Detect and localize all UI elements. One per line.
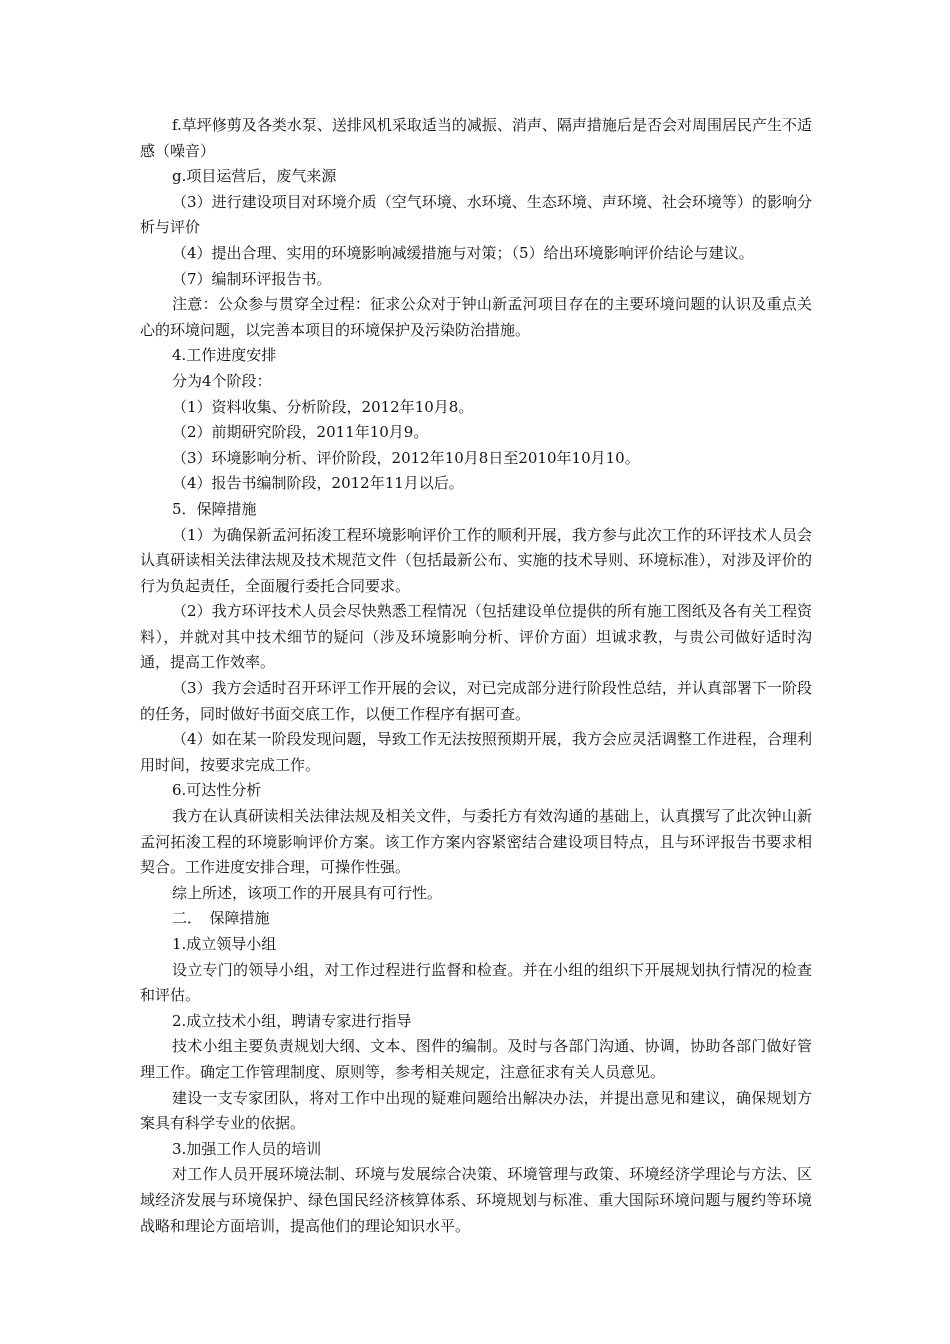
paragraph-item-3-analysis: （3）进行建设项目对环境介质（空气环境、水环境、生态环境、声环境、社会环境等）的影响分析与评价 [140, 192, 812, 237]
paragraph-safeguard-4: （4）如在某一阶段发现问题，导致工作无法按照预期开展，我方会应灵活调整工作进程，合理利用时间，按要求完成工作。 [140, 730, 812, 774]
paragraph-safeguard-2: （2）我方环评技术人员会尽快熟悉工程情况（包括建设单位提供的所有施工图纸及各有关工程资料），并就对其中技术细节的疑问（涉及环境影响分析、评价方面）坦诚求教，与贵公司做好适时沟通，提高工作效率。 [140, 602, 812, 672]
paragraph-stage-2: （2）前期研究阶段，2011年10月9。 [172, 423, 429, 442]
paragraph-item-7-report: （7）编制环评报告书。 [172, 269, 332, 288]
paragraph-g-exhaust: g.项目运营后，废气来源 [172, 167, 337, 186]
paragraph-training: 对工作人员开展环境法制、环境与发展综合决策、环境管理与政策、环境经济学理论与方法、区域经济发展与环境保护、绿色国民经济核算体系、环境规划与标准、重大国际环境问题与履约等环境战略和理论方面培训，提高他们的理论知识水平。 [140, 1165, 812, 1235]
heading-training: 3.加强工作人员的培训 [172, 1139, 322, 1158]
paragraph-feasibility: 我方在认真研读相关法律法规及相关文件，与委托方有效沟通的基础上，认真撰写了此次钟山新孟河拓浚工程的环境影响评价方案。该工作方案内容紧密结合建设项目特点，且与环评报告书要求相契合。工作进度安排合理，可操作性强。 [140, 807, 812, 877]
heading-schedule: 4.工作进度安排 [172, 346, 277, 365]
paragraph-safeguard-1: （1）为确保新孟河拓浚工程环境影响评价工作的顺利开展，我方参与此次工作的环评技术人员会认真研读相关法律法规及技术规范文件（包括最新公布、实施的技术导则、环境标准），对涉及评价的行为负起责任，全面履行委托合同要求。 [140, 525, 812, 595]
heading-technical-group: 2.成立技术小组，聘请专家进行指导 [172, 1011, 412, 1030]
paragraph-stage-3: （3）环境影响分析、评价阶段，2012年10月8日至2010年10月10。 [172, 448, 640, 467]
paragraph-note-public: 注意：公众参与贯穿全过程：征求公众对于钟山新孟河项目存在的主要环境问题的认识及重点关心的环境问题，以完善本项目的环境保护及污染防治措施。 [140, 295, 812, 339]
paragraph-expert-team: 建设一支专家团队，将对工作中出现的疑难问题给出解决办法，并提出意见和建议，确保规划方案具有科学专业的依据。 [140, 1088, 812, 1133]
paragraph-conclusion: 综上所述，该项工作的开展具有可行性。 [172, 883, 443, 902]
heading-section-2: 二． 保障措施 [172, 909, 270, 928]
paragraph-item-4-5-measures: （4）提出合理、实用的环境影响减缓措施与对策；（5）给出环境影响评价结论与建议。 [172, 243, 754, 262]
document-body [140, 113, 812, 1239]
paragraph-technical-group: 技术小组主要负责规划大纲、文本、图件的编制。及时与各部门沟通、协调，协助各部门做好管理工作。确定工作管理制度、原则等，参考相关规定，注意征求有关人员意见。 [140, 1037, 812, 1081]
heading-safeguards-5: 5．保障措施 [172, 499, 257, 518]
paragraph-f-noise: f.草坪修剪及各类水泵、送排风机采取适当的减振、消声、隔声措施后是否会对周围居民产生不适感（噪音） [140, 116, 812, 160]
heading-feasibility: 6.可达性分析 [172, 781, 262, 800]
heading-leadership-group: 1.成立领导小组 [172, 935, 277, 953]
paragraph-leadership-group: 设立专门的领导小组，对工作过程进行监督和检查。并在小组的组织下开展规划执行情况的检查和评估。 [140, 960, 812, 1005]
paragraph-safeguard-3: （3）我方会适时召开环评工作开展的会议，对已完成部分进行阶段性总结，并认真部署下一阶段的任务，同时做好书面交底工作，以便工作程序有据可查。 [140, 679, 812, 723]
paragraph-four-stages: 分为4个阶段： [172, 371, 272, 390]
paragraph-stage-4: （4）报告书编制阶段，2012年11月以后。 [172, 474, 464, 493]
paragraph-stage-1: （1）资料收集、分析阶段，2012年10月8。 [172, 397, 474, 416]
